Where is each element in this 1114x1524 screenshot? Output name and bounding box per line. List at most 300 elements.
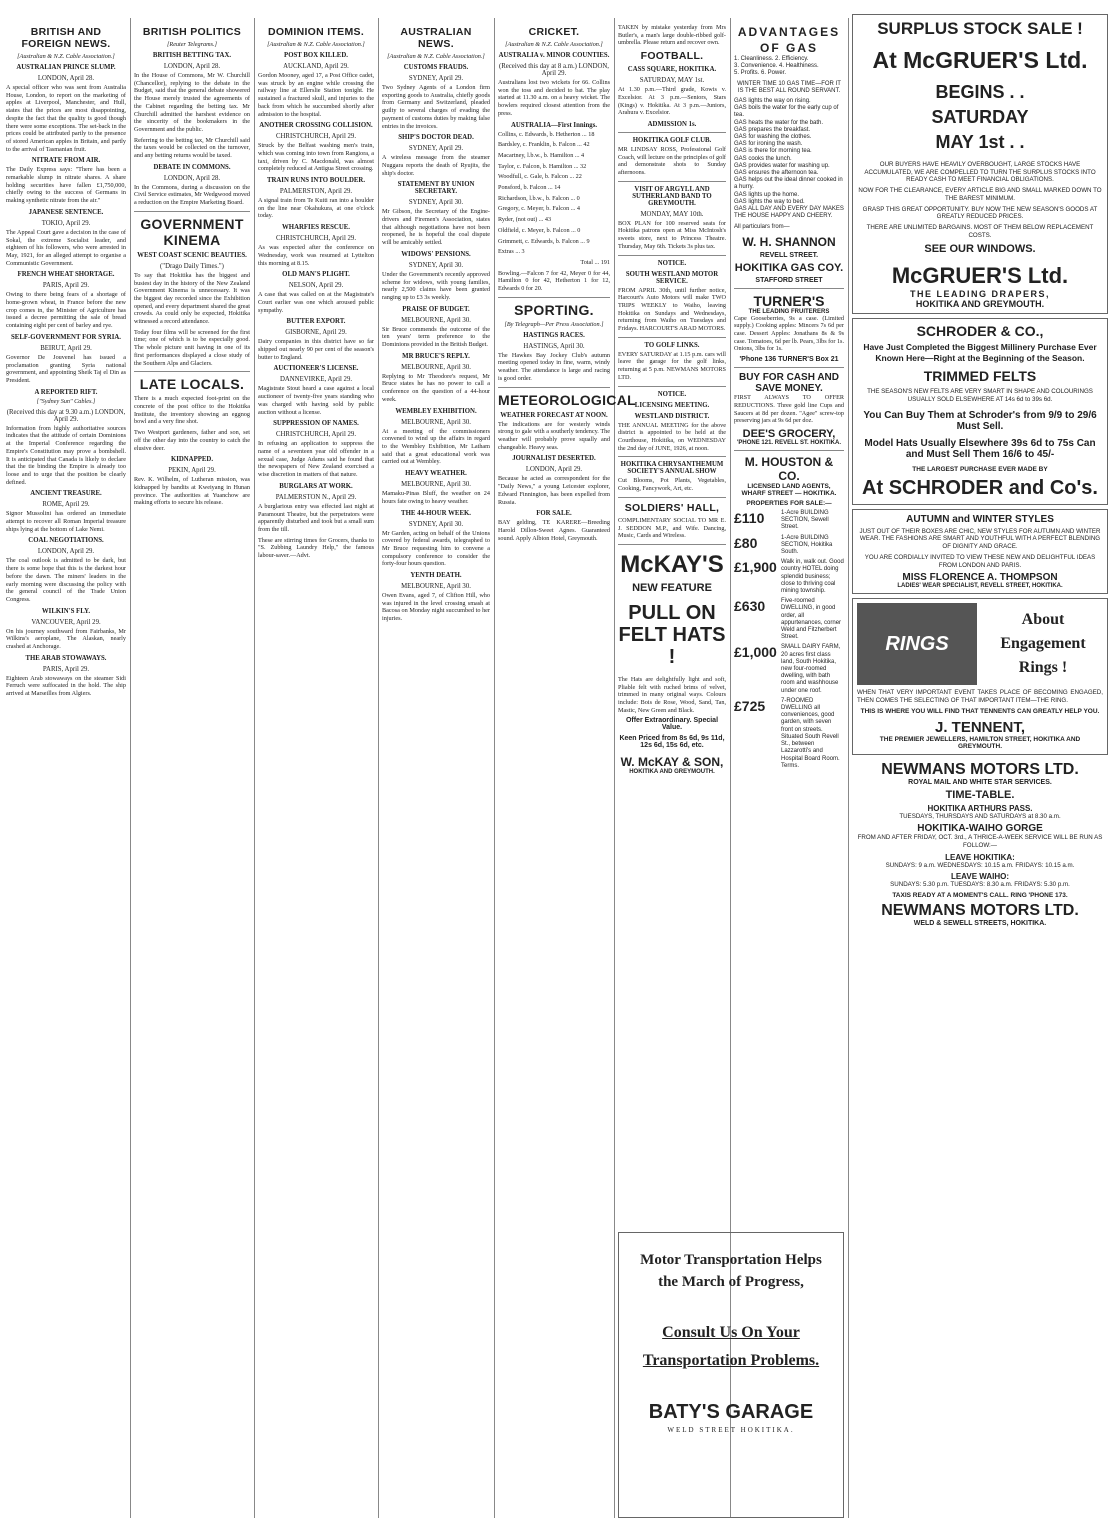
article-body: In the House of Commons, Mr W. Churchill (Chancellor), replying to the debate in the Budget, said that the general debate showered the House merely trusted the agreements of the Cabinet regarding the betting tax. Mr Churchill admitted the harshest evidence on the sincerity of the bookmakers in the Government and the public. [134, 72, 250, 133]
property-description: SMALL DAIRY FARM, 20 acres first class land, South Hokitika, new four-roomed dwelling, with bath room and washhouse under one roof. [781, 644, 841, 694]
article-heading: COAL NEGOTIATIONS. [28, 537, 104, 545]
houston-ad-name: M. HOUSTON & CO. [744, 455, 834, 483]
article-body: Mr Gibson, the Secretary of the Engine-drivers and Firemen's Association, states that although negotiations have not been reopened, he is hopeful the coal dispute will be amicably settled. [382, 208, 490, 247]
article-body: These are stirring times for Grocers, thanks to "S. Zubbing Laundry Help," the famous labour-saver.—Advt. [258, 536, 374, 560]
schroder-footer: At SCHRODER and Co's. [862, 476, 1098, 499]
divider [134, 371, 250, 372]
newmans-leave-hokitika: LEAVE HOKITIKA: [945, 852, 1015, 862]
article-heading: CUSTOMS FRAUDS. [403, 64, 469, 71]
property-description: Five-roomed DWELLING, in good order, all appurtenances, corner Weld and Fitzherbert Street. [781, 598, 842, 641]
mcgruers-name: McGRUER'S Ltd. [891, 263, 1069, 289]
dateline: VANCOUVER, April 29. [31, 618, 101, 626]
article-subheading: WEST COAST SCENIC BEAUTIES. [137, 251, 247, 259]
mcgruers-surplus-ad [852, 14, 1108, 314]
schroder-body: THE SEASON'S NEW FELTS ARE VERY SMART IN SHAPE AND COLOURINGS USUALLY SOLD ELSEWHERE AT 14s 6d to 39s 6d. [867, 388, 1093, 404]
dateline: LONDON, April 28. [163, 63, 221, 70]
dateline: NELSON, April 29. [288, 282, 344, 290]
gas-use-item: GAS is there for morning tea. [734, 148, 812, 155]
gas-ad-uses [734, 98, 844, 220]
divider [498, 387, 610, 388]
notice-body: COMPLIMENTARY SOCIAL TO MR E. J. SEDDON M.P., and Wife. Dancing, Music, Cards and Wireless. [618, 516, 726, 540]
property-description: 1-Acre BUILDING SECTION, Sewell Street. [781, 510, 829, 531]
gas-use-item: GAS lights up the home. [734, 191, 800, 198]
credit-line: [Australian & N.Z. Cable Association.] [387, 53, 485, 60]
column-rule [130, 18, 131, 1518]
article-body: To say that Hokitika has the biggest and busiest day in the history of the New Zealand Government Kinema is unnecessary. It was the biggest day recorded since the Exhibition opened, and every department shared the great crowds. As could only be expected, Hokitika witnessed a record attendance. [134, 271, 250, 326]
article-heading: SHIP'S DOCTOR DEAD. [398, 134, 474, 142]
notice-date: MONDAY, MAY 10th. [640, 210, 704, 218]
divider [618, 255, 726, 256]
article-body: In the Commons, during a discussion on the Civil Service estimates, Mr Wedgwood moved a reduction on the Empire Marketing Board. [134, 183, 250, 207]
article-body: Sir Bruce commends the outcome of the ten years' term preference to the Dominions provided in the British Budget. [382, 325, 490, 349]
scorecard-row: Ryder, (not out) ... 43 [498, 216, 552, 224]
surplus-body: NOW FOR THE CLEARANCE, EVERY ARTICLE BIG AND SMALL MARKED DOWN TO THE BAREST MINIMUM. [858, 187, 1102, 202]
notice-heading: TO GOLF LINKS. [644, 341, 700, 349]
mckay-ad-location: HOKITIKA AND GREYMOUTH. [629, 769, 715, 776]
surplus-begins: BEGINS . . [935, 82, 1025, 102]
article-body: Magistrate Stout heard a case against a local auctioneer of twenty-five years standing who was charged with having sold by public auction without a license. [258, 385, 374, 416]
rings-illustration: RINGS [857, 603, 977, 685]
article-body: Owing to there being fears of a shortage of home-grown wheat, in France before the new crop comes in, the Minister of Agriculture has issued a decree permitting the sale of bread containing eight per cent of barley and rye. [6, 291, 126, 330]
article-body: The indications are for westerly winds strong to gale with a southerly tendency. The weather will probably prove squally and changeable. Heavy seas. [498, 420, 610, 451]
property-listing [734, 535, 844, 557]
gas-use-item: GAS lights the way on rising. [734, 98, 811, 105]
article-body: Owen Evans, aged 7, of Clifton Hill, who was injured in the level crossing smash at Bacosa on Monday night succumbed to her injuries. [382, 592, 490, 623]
dateline: DANNEVIRKE, April 29. [279, 376, 353, 384]
tennent-headline: About Engagement Rings ! [1000, 611, 1086, 677]
article-body: Struck by the Belfast washing men's train, which was coming into town from Rangiora, a taxi, driven by C. Macdonald, was almost completely reduced at Antigua Street crossing. [258, 142, 374, 173]
notice-subheading: LICENSING MEETING. [634, 401, 710, 409]
dateline: LONDON, April 29. [525, 466, 583, 474]
property-price: £725 [734, 697, 766, 714]
divider [618, 544, 726, 545]
scorecard-row: Taylor, c. Falcon, b. Hamilton ... 32 [498, 162, 587, 170]
newmans-leave-hokitika-times: SUNDAYS: 9 a.m. WEDNESDAYS: 10.15 a.m. FRIDAYS: 10.15 a.m. [885, 861, 1075, 869]
column-australian-news [382, 24, 490, 1518]
tennent-body: WHEN THAT VERY IMPORTANT EVENT TAKES PLACE OF BECOMING ENGAGED, THEN COMES THE SELECTING OF THAT IMPORTANT ITEM—THE RING. [857, 689, 1103, 704]
credit-line: [Australian & N.Z. Cable Association.] [17, 53, 115, 60]
dateline: AUCKLAND, April 29. [283, 63, 349, 70]
article-heading: TRAIN RUNS INTO BOULDER. [266, 177, 366, 185]
section-heading: GOVERNMENT KINEMA [140, 215, 244, 248]
article-heading: ANCIENT TREASURE. [30, 490, 102, 498]
dateline: HASTINGS, April 30. [523, 342, 585, 350]
gas-ad-agent-street: REVELL STREET. [759, 251, 819, 259]
column-british-politics [134, 24, 250, 1518]
article-body: Bowling.—Falcon 7 for 42, Meyer 0 for 44, Hamilton 0 for 42, Hetherton 1 for 12, Edwards 0 for 20. [498, 269, 610, 293]
property-description: 1-Acre BUILDING SECTION, Hokitika South. [781, 534, 833, 556]
dateline: MELBOURNE, April 30. [401, 363, 471, 371]
gas-ad-contact-intro: All particulars from— [734, 224, 790, 231]
scorecard [498, 131, 610, 256]
dateline: TOKIO, April 29. [41, 219, 91, 227]
divider [618, 386, 726, 387]
schroder-name: SCHRODER & CO., [916, 323, 1044, 340]
dateline: PALMERSTON, April 29. [279, 188, 353, 196]
gas-ad-list [734, 56, 844, 78]
dees-ad-title: BUY FOR CASH AND SAVE MONEY. [738, 372, 839, 395]
article-body: There is a much expected foot-print on the concrete of the post office to the Hokitika Institute, the inventory showing an eggnog bowl and a very fine shot. [134, 395, 250, 426]
article-heading: WHARFIES RESCUE. [282, 224, 350, 232]
dateline: PEKIN, April 29. [168, 467, 216, 475]
notice-subheading: WESTLAND DISTRICT. [634, 412, 710, 420]
article-body: The Hawkes Bay Jockey Club's autumn meeting opened today in fine, warm, windy weather. The attendance is large and racing is good order. [498, 351, 610, 382]
mckay-ad-title: McKAY'S [620, 550, 724, 578]
schroder-trimmed-felts: TRIMMED FELTS [923, 368, 1037, 385]
dateline: ROME, April 29. [42, 501, 90, 509]
divider [134, 211, 250, 212]
article-body: BAY gelding, TE KARERE—Breeding Harold Dillon-Sweet Agnes. Guaranteed sound. Apply Albion Hotel, Greymouth. [498, 519, 610, 542]
article-body: Gordon Mooney, aged 17, a Post Office cadet, was struck by an engine while crossing the railway line at Ellerslie Station tonight. He sustained a fractured skull, and injuries to the back from which he succumbed shortly after admission to the hospital. [258, 72, 374, 118]
article-body: A signal train from Te Kuiti ran into a boulder on the line near Okahukura, at one o'clock today. [258, 197, 374, 220]
article-body: Today four films will be screened for the first time; one of which is to be especially good. The whole picture unit having in one of its first performances displayed a close study of the Southern Alps and Glaciers. [134, 328, 250, 367]
dateline: SYDNEY, April 30. [408, 520, 464, 528]
article-body: The Daily Express says: "There has been a remarkable slump in nitrate shares. A share holding securities have fallen £1,750,000, chiefly owing to the success of Germans in making synthetic nitrate from the air." [6, 166, 126, 205]
surplus-day: SATURDAY [931, 107, 1029, 127]
tennent-address: THE PREMIER JEWELLERS, HAMILTON STREET, HOKITIKA AND GREYMOUTH. [879, 735, 1081, 750]
property-price: £1,000 [734, 644, 777, 661]
dateline: MELBOURNE, April 30. [401, 316, 471, 324]
divider [618, 497, 726, 498]
article-heading: SELF-GOVERNMENT FOR SYRIA. [11, 333, 121, 341]
dateline: (Received this day at 8 a.m.) LONDON, April 29. [498, 63, 610, 77]
gas-use-item: GAS provides water for washing up. [734, 162, 830, 169]
mcgruers-tagline: THE LEADING DRAPERS, [909, 289, 1050, 300]
notice-subheading: SOUTH WESTLAND MOTOR SERVICE. [625, 270, 719, 285]
newmans-route-note: FROM AND AFTER FRIDAY, OCT. 3rd., A THRICE-A-WEEK SERVICE WILL BE RUN AS FOLLOW:— [857, 834, 1103, 850]
surplus-date: MAY 1st . . [935, 132, 1025, 152]
property-description: Walk in, walk out. Good country HOTEL doing splendid business; close to thriving coal mining township. [781, 559, 844, 595]
property-price: £80 [734, 534, 758, 551]
mckay-ad-body: The Hats are delightfully light and soft, Pliable felt with ruched brims of velvet, trimmed in many original ways. Colours include: Bois de Rose, Wood, Sand, Tan, Mastic, New Green and Black. [618, 675, 726, 714]
scorecard-row: Ponsford, b. Falcon ... 14 [498, 184, 561, 192]
scorecard-title: AUSTRALIA—First Innings. [510, 121, 598, 129]
gas-company-name: HOKITIKA GAS COY. [734, 261, 844, 274]
notice-body: FROM APRIL 30th, until further notice, Harcourt's Auto Motors will make TWO TRIPS WEEKLY to Waiho, leaving Hokitika on Sundays and Wednesdays, returning from Waiho on Tuesdays and Fridays. HARCOURT'S ARAD MOTORS. [618, 286, 726, 333]
column-british-foreign-news [6, 24, 126, 1518]
notice-body: At 1.30 p.m.—Third grade, Kowis v. Excelsior. At 3 p.m.—Seniors, Stars (Kings) v. Hokitika. At 3 p.m.—Juniors, Arahura v. Excelsior. [618, 86, 726, 117]
column-dominion-items [258, 24, 374, 1518]
notice-subheading: CASS SQUARE, HOKITIKA. [627, 66, 717, 74]
credit-line: [Australian & N.Z. Cable Association.] [267, 41, 365, 48]
notice-heading: FOOTBALL. [640, 50, 704, 63]
notice-heading: HOKITIKA CHRYSANTHEMUM SOCIETY'S ANNUAL SHOW [620, 461, 724, 476]
surplus-store: At McGRUER'S Ltd. [872, 47, 1088, 73]
newmans-taxis: TAXIS READY AT A MOMENT'S CALL. RING 'PHONE 173. [892, 892, 1068, 900]
column-rule [494, 18, 495, 1518]
scorecard-row: Gregory, c. Meyer, b. Falcon ... 4 [498, 205, 580, 213]
credit-line: [Reuter Telegrams.] [167, 41, 217, 48]
column-cricket-sporting [498, 24, 636, 1518]
article-body: A wireless message from the steamer Nuggara reports the death of Ryujits, the ship's doctor. [382, 154, 490, 177]
dateline: LONDON, April 29. [37, 548, 95, 556]
gas-use-item: GAS lights the way to bed. [734, 198, 805, 205]
column-display-ads [852, 14, 1108, 1518]
notice-heading: SOLDIERS' HALL, [624, 501, 720, 514]
newmans-route-times: TUESDAYS, THURSDAYS AND SATURDAYS at 8.30 a.m. [899, 812, 1061, 820]
dateline: GISBORNE, April 29. [285, 329, 347, 337]
thompson-address: LADIES' WEAR SPECIALIST, REVELL STREET, HOKITIKA. [897, 583, 1063, 590]
gas-advantage-item: 1. Cleanliness. 2. Efficiency. [734, 56, 809, 62]
article-body: Two Sydney Agents of a London firm exporting goods to Australia, chiefly goods from Germany and Switzerland, pleaded guilty to several charges of evading the payment of customs duties by making false entries in the invoices. [382, 84, 490, 130]
dateline: CHRISTCHURCH, April 29. [275, 235, 357, 243]
gas-use-item: GAS helps out the ideal dinner cooked in a hurry. [734, 177, 843, 191]
houston-ad-properties [734, 510, 844, 770]
article-heading: SUPPRESSION OF NAMES. [273, 420, 359, 428]
divider [618, 337, 726, 338]
dateline: LONDON, April 28. [37, 75, 95, 82]
article-body: Information from highly authoritative sources indicates that the attitude of certain Dominions at the Imperial Conference regarding the Empire's Constitution may prove a bombshell. It is anticipated that Canada is likely to declare that the tie binding the Empire is already too loose and to urge that the position be clearly defined. [6, 424, 126, 486]
mckay-ad-subtitle: NEW FEATURE [632, 581, 712, 594]
article-heading: DEBATE IN COMMONS. [153, 163, 231, 171]
column-rule [254, 18, 255, 1518]
turners-ad-footer: 'Phone 136 TURNER'S Box 21 [739, 356, 839, 364]
article-heading: BURGLARS AT WORK. [279, 482, 353, 490]
gas-ad-slogan: WINTER TIME 10 GAS TIME—FOR IT IS THE BEST ALL ROUND SERVANT. [737, 80, 841, 94]
article-heading: BUTTER EXPORT. [286, 318, 346, 326]
surplus-body: THERE ARE UNLIMITED BARGAINS. MOST OF THEM BELOW REPLACEMENT COSTS. [866, 223, 1094, 239]
thompson-body: YOU ARE CORDIALLY INVITED TO VIEW THESE NEW AND DELIGHTFUL IDEAS FROM LONDON AND PARIS. [864, 553, 1096, 569]
article-heading: OLD MAN'S PLIGHT. [282, 271, 350, 279]
article-heading: HASTINGS RACES. [523, 331, 585, 339]
article-body: As was expected after the conference on Wednesday, work was resumed at Lyttelton this morning at 8.15. [258, 244, 374, 267]
dateline: SYDNEY, April 30. [408, 261, 464, 269]
column-local-ads [734, 24, 844, 1224]
article-heading: NITRATE FROM AIR. [31, 157, 101, 165]
tennent-body: THIS IS WHERE YOU WILL FIND THAT TENNENTS CAN GREATLY HELP YOU. [860, 707, 1100, 715]
article-body: Two Westport gardeners, father and son, set off the other day into the country to catch the elusive deer. [134, 429, 250, 452]
notice-body: EVERY SATURDAY at 1.15 p.m. cars will leave the garage for the golf links, returning at 5 p.m. NEWMANS MOTORS LTD. [618, 350, 726, 381]
notice-body: BOX PLAN for 100 reserved seats for Hokitika patrons open at Miss McIntosh's sweets store, next to Princess Theatre. Thursday, May 6th. Tickets 3s plus tax. [618, 219, 726, 250]
gas-ad-agent: W. H. SHANNON [742, 234, 836, 249]
article-heading: WIDOWS' PENSIONS. [401, 250, 471, 258]
dateline: LONDON, April 28. [163, 174, 221, 182]
divider [734, 288, 844, 289]
turners-ad-subtitle: THE LEADING FRUITERERS [748, 308, 830, 315]
property-listing [734, 644, 844, 694]
article-heading: THE 44-HOUR WEEK. [401, 509, 471, 517]
property-price: £630 [734, 598, 766, 615]
batys-ad-headline: Motor Transportation Helps the March of Progress, [640, 1252, 822, 1290]
article-heading: AUCTIONEER'S LICENSE. [273, 365, 359, 373]
credit-line: [Australian & N.Z. Cable Association.] [505, 41, 603, 48]
gas-ad-title: ADVANTAGES OF GAS [737, 25, 841, 55]
divider [734, 367, 844, 368]
property-description: 7-ROOMED DWELLING all conveniences, good garden, with seven front on streets. Situated South Revell St., between Lazzarotti's and Hospital Board Room. Terms. [781, 697, 840, 769]
article-subheading: WEATHER FORECAST AT NOON. [500, 411, 608, 419]
article-body: Dairy companies in this district have so far shipped out nearly 90 per cent of the season's butter to England. [258, 338, 374, 361]
notice-heading: NOTICE. [657, 390, 687, 398]
column-rule [378, 18, 379, 1518]
newmans-timetable: TIME-TABLE. [945, 788, 1015, 801]
surplus-see-windows: SEE OUR WINDOWS. [924, 243, 1036, 256]
article-body: The coal outlook is admitted to be dark, but there is some hope that this is the darkest hour before the dawn. The miners' leaders in the early morning were discussing the policy with the general council of the Trade Union Congress. [6, 557, 126, 603]
dateline: SYDNEY, April 30. [408, 199, 464, 207]
section-heading: SPORTING. [514, 301, 594, 318]
dees-ad-name: DEE'S GROCERY, [742, 428, 836, 440]
gas-use-item: GAS for washing the clothes. [734, 134, 812, 141]
tennent-ad-header [857, 603, 1103, 685]
dateline: CHRISTCHURCH, April 29. [275, 431, 357, 439]
gas-advantage-item: 5. Profits. 6. Power. [734, 70, 787, 77]
article-body: In refusing an application to suppress the name of a seventeen year old offender in a sexual case, Judge Adams said he found that the newspapers of New Zealand exercised a wise discretion in matters of that nature. [258, 440, 374, 479]
mckay-ad-headline: PULL ON FELT HATS ! [618, 601, 726, 668]
notice-heading: NOTICE. [657, 259, 687, 267]
scorecard-row: Woodfull, c. Gale, b. Falcon ... 22 [498, 173, 582, 181]
newmans-name: NEWMANS MOTORS LTD. [881, 760, 1079, 778]
dateline: CHRISTCHURCH, April 29. [275, 133, 357, 141]
newmans-footer-name: NEWMANS MOTORS LTD. [881, 902, 1079, 920]
scorecard-row: Extras ... 3 [498, 248, 525, 256]
section-heading: BRITISH POLITICS [142, 26, 242, 38]
batys-ad-tagline: Consult Us On Your Transportation Problems. [642, 1324, 820, 1369]
divider [734, 450, 844, 451]
article-body: A burglarious entry was effected last night at Paramount Theatre, but the perpetrators were apparently disturbed and took but a small sum from the till. [258, 502, 374, 533]
notice-date: SATURDAY, MAY 1st. [639, 77, 705, 85]
article-heading: ANOTHER CROSSING COLLISION. [259, 122, 373, 130]
dateline: (Received this day at 9.30 a.m.) LONDON, April 29. [6, 408, 126, 423]
scorecard-row: Richardson, l.b.w., b. Falcon ... 0 [498, 194, 580, 202]
article-body: A case that was called on at the Magistrate's Court earlier was one which aroused public sympathy. [258, 291, 374, 314]
gas-use-item: GAS heats the water for the bath. [734, 119, 824, 126]
gas-company-street: STAFFORD STREET [755, 276, 823, 284]
thompson-ad [852, 509, 1108, 595]
schroder-ad [852, 318, 1108, 504]
property-listing [734, 559, 844, 595]
article-body: Referring to the betting tax, Mr Churchill said the taxes would be collected on the turnover, and any betting returns would be taxed. [134, 136, 250, 160]
dateline: MELBOURNE, April 30. [401, 481, 471, 489]
article-body: Mamaku-Pinas Bluff, the weather on 24 hours fate owing to heavy weather. [382, 490, 490, 505]
divider [498, 297, 610, 298]
scorecard-row: Oldfield, c. Meyer, b. Falcon ... 0 [498, 226, 581, 234]
tennent-ad [852, 598, 1108, 754]
article-body: Governor De Jouvenel has issued a proclamation granting Syria national government, and appointing Sheik Taj el Din as President. [6, 353, 126, 384]
turners-ad-list: Cape Gooseberries, 9s a case. (Limited supply.) Cooking apples: Mincers 7s 6d per case. Dessert Apples: Jonathans 8s & 9s case. Tomatoes, 6d per lb. Pears, 3lbs for 1s. Onions, 3lbs for 1s. [734, 314, 844, 353]
divider [618, 132, 726, 133]
notice-heading: HOKITIKA GOLF CLUB. [632, 136, 712, 144]
article-heading: FOR SALE. [536, 510, 572, 518]
credit-line: ("Drago Daily Times.") [160, 262, 224, 270]
article-body: Under the Government's recently approved scheme for widows, with young families, nearly 2,500 claims have been granted ranging up to £3 3s weekly. [382, 270, 490, 301]
newmans-leave-waiho: LEAVE WAIHO: [950, 872, 1010, 882]
notice-body: Cut Blooms, Pot Plants, Vegetables, Cooking, Fancywork, Art, etc. [618, 477, 726, 493]
article-heading: FRENCH WHEAT SHORTAGE. [17, 271, 115, 279]
thompson-headline: AUTUMN and WINTER STYLES [906, 513, 1054, 525]
article-body: Eighteen Arab stowaways on the steamer Sidi Ferruch were suffocated in the hold. The ship arrived at Marseilles from Algiers. [6, 674, 126, 698]
houston-ad-props-title: PROPERTIES FOR SALE:— [746, 500, 832, 507]
gas-advantage-item: 3. Convenience. 4. Healthiness. [734, 63, 819, 70]
credit-line: ["Sydney Sun" Cables.] [36, 397, 96, 405]
batys-ad-name: BATY'S GARAGE [648, 1401, 814, 1423]
article-heading: PRAISE OF BUDGET. [402, 305, 470, 313]
article-heading: HEAVY WEATHER. [405, 470, 467, 478]
article-heading: STATEMENT BY UNION SECRETARY. [397, 181, 475, 196]
schroder-prices: You Can Buy Them at Schroder's from 9/9 to 29/6 Must Sell. [863, 409, 1097, 432]
gas-use-item: GAS ALL DAY AND EVERY DAY MAKES THE HOUSE HAPPY AND CHEERY. [734, 206, 844, 220]
tennent-name: J. TENNENT, [934, 718, 1025, 736]
notice-subheading: ADMISSION 1s. [647, 120, 697, 128]
batys-garage-ad [618, 1232, 844, 1518]
gas-use-item: GAS cooks the lunch. [734, 155, 792, 162]
article-body: Australians lost two wickets for 66. Collins won the toss and decided to bat. The play started at 11.30 a.m. on a heavy wicket. The bowlers required closest attention from the press. [498, 79, 610, 117]
dateline: PALMERSTON N., April 29. [275, 493, 357, 501]
article-heading: KIDNAPPED. [170, 456, 214, 464]
houston-ad-address: WHARF STREET — HOKITIKA. [741, 490, 837, 497]
dateline: SYDNEY, April 29. [408, 145, 464, 153]
schroder-largest: THE LARGEST PURCHASE EVER MADE BY [912, 465, 1048, 473]
surplus-body: GRASP THIS GREAT OPPORTUNITY. BUY NOW THE NEW SEASON'S GOODS AT GREATLY REDUCED PRICES. [862, 205, 1098, 221]
credit-line: [By Telegraph—Per Press Association.] [504, 320, 604, 328]
article-body: At a meeting of the commissioners convened to wind up the affairs in regard to the Wembley Exhibition, Mr Latham said that a great educational work was carried out at Wembley. [382, 427, 490, 466]
divider [618, 456, 726, 457]
article-heading: BRITISH BETTING TAX. [152, 52, 232, 59]
dateline: MELBOURNE, April 30. [401, 418, 471, 426]
property-price: £1,900 [734, 559, 777, 576]
article-heading: JOURNALIST DESERTED. [512, 455, 596, 463]
article-heading: MR BRUCE'S REPLY. [402, 352, 470, 360]
newmans-leave-waiho-times: SUNDAYS: 5.30 p.m. TUESDAYS: 8.30 a.m. FRIDAYS: 5.30 p.m. [890, 881, 1070, 889]
section-heading: METEOROLOGICAL [498, 391, 636, 408]
article-heading: JAPANESE SENTENCE. [28, 208, 104, 216]
mckay-ad-prices: Keen Priced from 8s 6d, 9s 11d, 12s 6d, 15s 6d, etc. [619, 735, 725, 750]
dateline: SYDNEY, April 29. [408, 75, 464, 82]
scorecard-row: Grimmett, c. Edwards, b. Falcon ... 9 [498, 237, 590, 245]
article-body: Because he acted as correspondent for the "Daily News," a young Leicester explorer, Edward Finnington, has been expelled from Russia. [498, 475, 610, 506]
dateline: BEIRUT, April 29. [40, 344, 92, 352]
dateline: PARIS, April 29. [42, 665, 90, 673]
scorecard-row: Macartney, l.b.w., b. Hamilton ... 4 [498, 151, 585, 159]
gas-use-item: GAS ensures the afternoon tea. [734, 170, 819, 177]
notice-body: TAKEN by mistake yesterday from Mrs Butler's, a man's large double-ribbed golf-umbrella. Please return and recover own. [618, 24, 726, 47]
property-price: £110 [734, 510, 765, 526]
thompson-name: MISS FLORENCE A. THOMPSON [902, 572, 1058, 584]
gas-use-item: GAS for ironing the wash. [734, 141, 803, 148]
surplus-body: OUR BUYERS HAVE HEAVILY OVERBOUGHT, LARGE STOCKS HAVE ACCUMULATED, WE ARE COMPELLED TO TURN THE SURPLUS STOCKS INTO READY CASH TO MEET FINANCIAL OBLIGATIONS. [864, 161, 1096, 184]
gas-use-item: GAS boils the water for the early cup of tea. [734, 105, 839, 119]
article-heading: YENTH DEATH. [410, 572, 462, 580]
notice-body: MR LINDSAY ROSS, Professional Golf Coach, will lecture on the principles of golf and demonstrate shots to Sunday afternoons. [618, 145, 726, 177]
newmans-address: WELD & SEWELL STREETS, HOKITIKA. [913, 920, 1047, 928]
article-heading: WILKIN'S FLY. [41, 607, 91, 615]
column-rule [614, 18, 615, 1518]
article-heading: POST BOX KILLED. [284, 52, 348, 59]
article-body: The Appeal Court gave a decision in the case of Sokal, the extreme Socialist leader, and eighteen of his followers, who were arrested in May, 1921, for an alleged attempt to organise a Communistic Government. [6, 228, 126, 267]
article-body: Mr Garden, acting on behalf of the Unions covered by federal awards, telegraphed to Mr Bruce requesting him to convene a compulsory conference to consider the forty-four hours question. [382, 529, 490, 568]
divider [618, 181, 726, 182]
mckay-ad-business: W. McKAY & SON, [620, 755, 724, 770]
article-body: Rev. K. Wilhelm, of Lutheran mission, was kidnapped by bandits at Kweiyang in Hunan province. The authorities at Yuanchow are making efforts to secure his release. [134, 476, 250, 507]
schroder-intro: Have Just Completed the Biggest Millinery Purchase Ever Known Here—Right at the Beginning of the Season. [863, 342, 1097, 364]
article-body: Signor Mussolini has ordered an immediate attempt to recover all Roman Imperial treasure ships lying at the bottom of Lake Nemi. [6, 510, 126, 533]
section-heading: CRICKET. [528, 26, 580, 38]
newmans-services: ROYAL MAIL AND WHITE STAR SERVICES. [908, 778, 1052, 786]
surplus-headline: SURPLUS STOCK SALE ! [877, 19, 1083, 38]
gas-use-item: GAS prepares the breakfast. [734, 126, 811, 133]
article-body: Replying to Mr Theodore's request, Mr Bruce states he has no power to call a conference on the question of a 44-hour week. [382, 372, 490, 403]
turners-ad-title: TURNER'S [753, 292, 825, 309]
batys-ad-address: WELD STREET HOKITIKA. [667, 1426, 795, 1434]
section-heading: AUSTRALIAN NEWS. [400, 26, 472, 50]
mcgruers-location: HOKITIKA AND GREYMOUTH. [915, 299, 1045, 310]
article-body: A special officer who was sent from Australia House, London, to report on the marketing of apples at Liverpool, Manchester, and Hull, states that the prices are most disappointing, despite the fact that the quality is good though there were some exceptions. The set-back in the prices could be attributed partly to the presence of stored American apples in Britain, and partly to the arrival of Tasmanian fruit. [6, 84, 126, 153]
schroder-model-hats: Model Hats Usually Elsewhere 39s 6d to 75s Can and Must Sell Them 16/6 to 45/- [864, 437, 1096, 460]
scorecard-row: Collins, c. Edwards, b. Hetherton ... 18 [498, 130, 595, 138]
section-heading: LATE LOCALS. [139, 376, 245, 393]
mckay-ad-offer: Offer Extraordinary. Special Value. [625, 717, 719, 732]
section-heading: DOMINION ITEMS. [267, 26, 365, 38]
dees-ad-body: FIRST ALWAYS TO OFFER REDUCTIONS. Three gold line Cups and Saucers at 8d per dozen. "Agee" screw-top preserving jars at 9s 6d per doz. [734, 394, 844, 425]
property-listing [734, 510, 844, 532]
